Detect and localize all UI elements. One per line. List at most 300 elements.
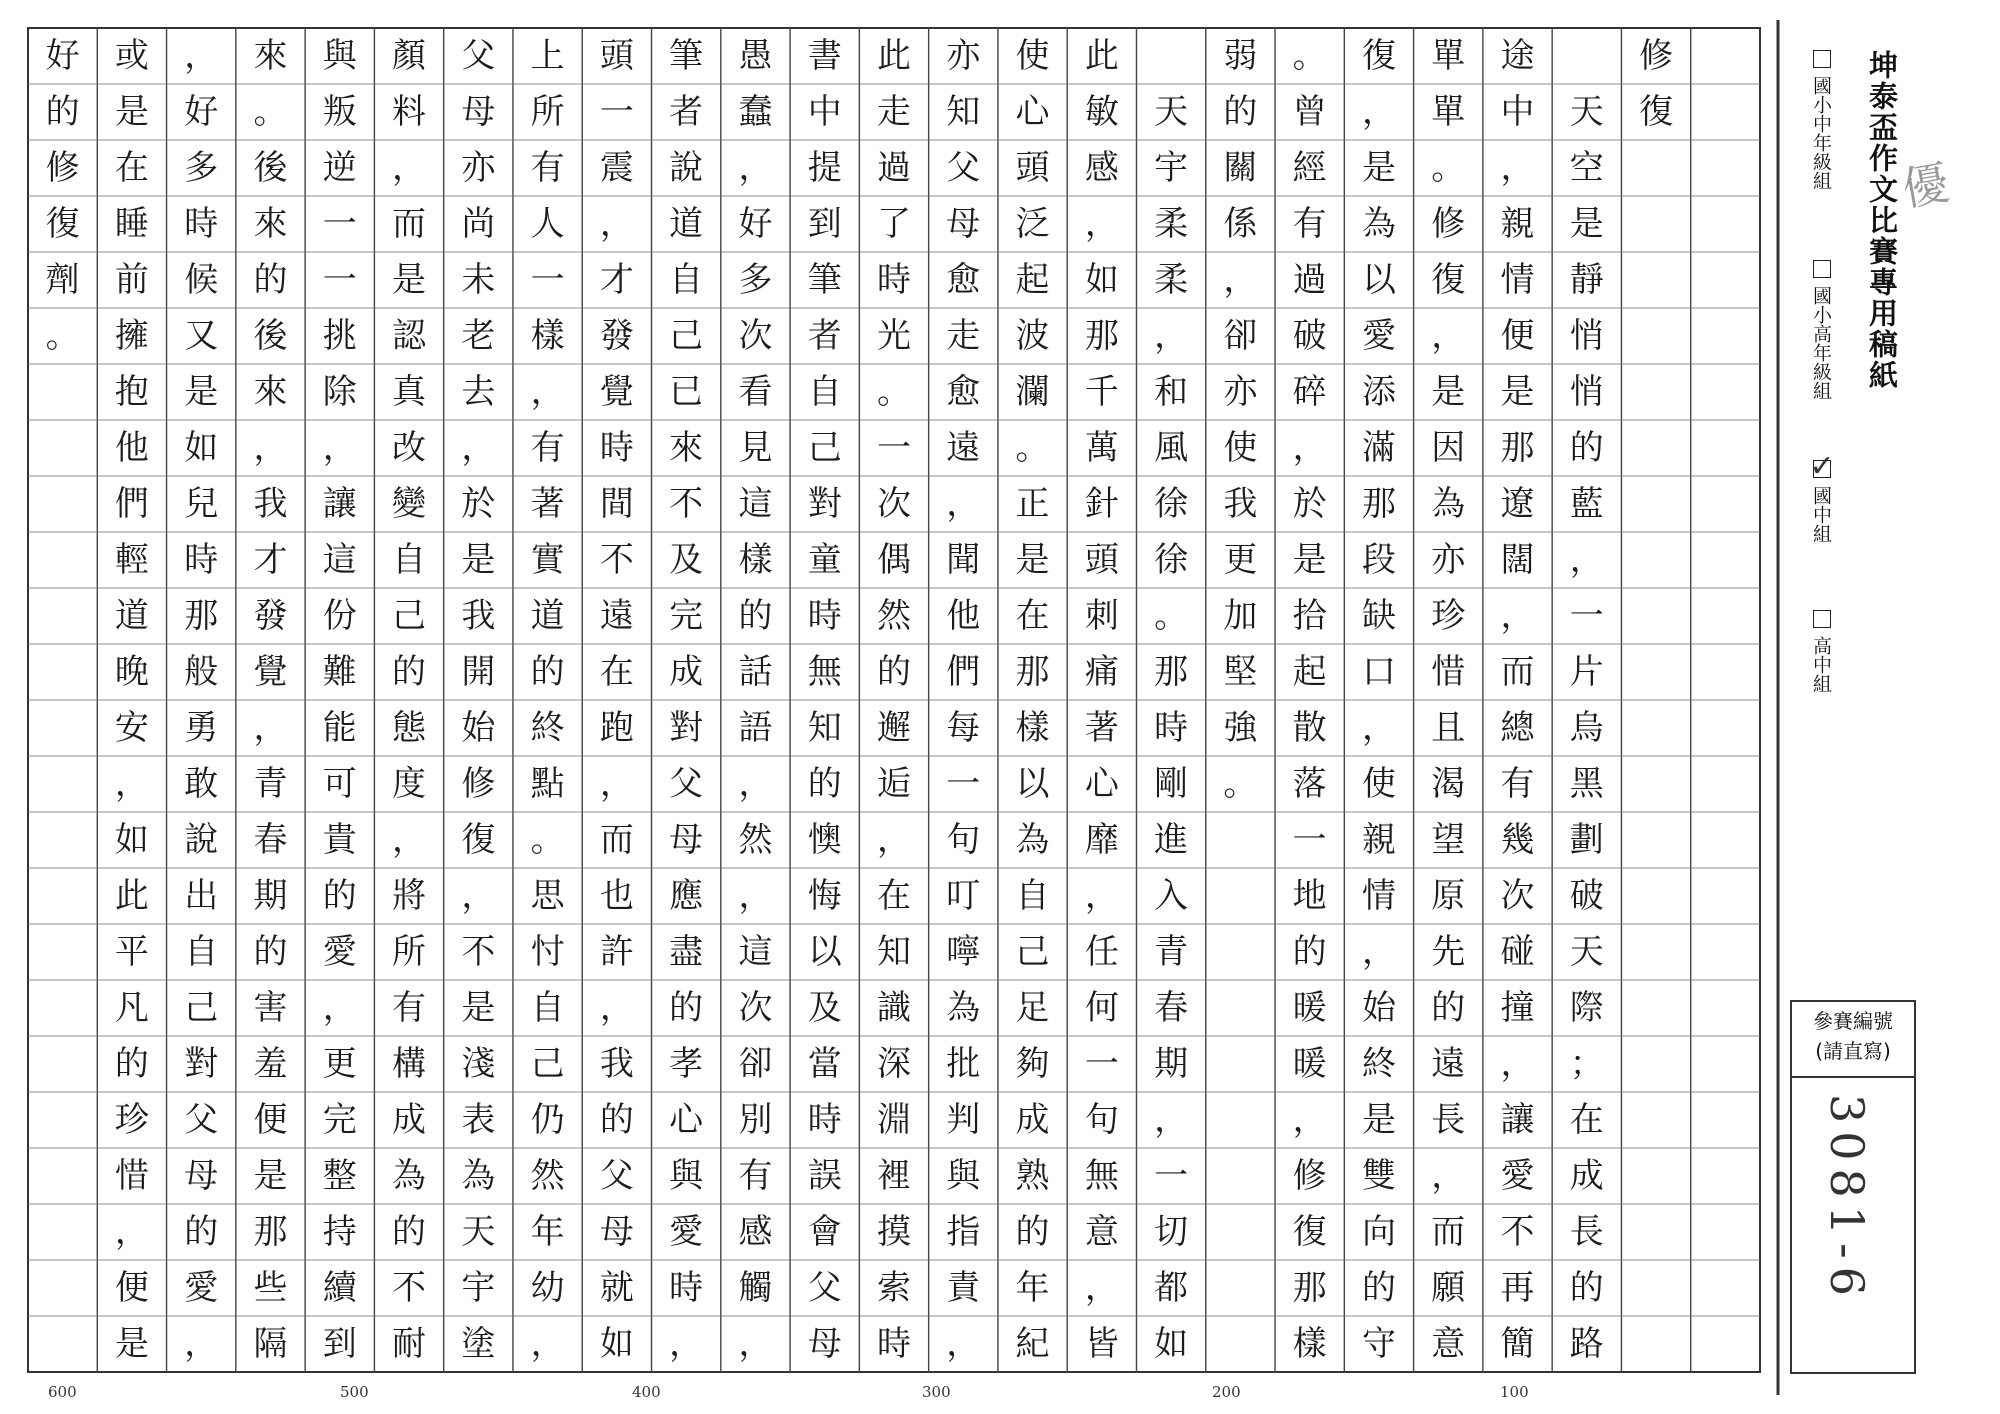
essay-char: 泛 (1015, 204, 1050, 244)
essay-char: 修 (45, 148, 80, 188)
essay-char: 是 (114, 92, 149, 132)
essay-char: 那 (184, 596, 219, 636)
essay-char: 著 (530, 484, 565, 524)
essay-char: 摸 (877, 1212, 911, 1252)
essay-char: 的 (877, 652, 911, 692)
count-label-500: 500 (340, 1383, 369, 1401)
essay-char: 心 (1084, 764, 1119, 804)
essay-char: 是 (1569, 204, 1604, 244)
essay-char: 裡 (877, 1156, 911, 1196)
essay-char: ， (1084, 876, 1119, 916)
essay-char: 一 (599, 92, 634, 132)
option-label: 國小高年級組 (1810, 286, 1832, 400)
essay-char: 暖 (1292, 988, 1327, 1028)
essay-char: ， (184, 1324, 219, 1364)
essay-char: 的 (253, 932, 288, 972)
essay-char: 的 (599, 1100, 634, 1140)
essay-char: 弱 (1223, 36, 1258, 76)
essay-char: 去 (461, 372, 496, 412)
essay-char: 愈 (946, 260, 981, 300)
essay-char: 走 (946, 316, 981, 356)
option-label: 高中組 (1810, 636, 1832, 693)
essay-char: 的 (530, 652, 565, 692)
essay-char: ， (461, 428, 496, 468)
essay-char: ， (1569, 540, 1604, 580)
essay-char: 卻 (738, 1044, 773, 1084)
entry-number-header (1792, 1002, 1914, 1078)
essay-char: ， (1154, 1100, 1189, 1140)
essay-char: 刺 (1084, 596, 1119, 636)
essay-char: 再 (1500, 1268, 1535, 1308)
checkbox[interactable] (1813, 260, 1831, 278)
essay-char: 覺 (253, 652, 288, 692)
essay-char: 一 (1154, 1156, 1189, 1196)
essay-char: 幼 (530, 1268, 565, 1308)
essay-char: 整 (322, 1156, 357, 1196)
essay-char: 才 (599, 260, 634, 300)
essay-char: 復 (461, 820, 496, 860)
essay-char: 期 (253, 876, 288, 916)
essay-char: 會 (807, 1212, 842, 1252)
essay-char: ， (1361, 92, 1396, 132)
essay-char: 有 (530, 148, 565, 188)
essay-char: 。 (877, 372, 911, 412)
option-junior-high[interactable] (1808, 449, 1835, 543)
essay-char: ， (599, 204, 634, 244)
essay-char: 修 (1639, 36, 1674, 76)
essay-char: ， (530, 1324, 565, 1364)
essay-char: 們 (114, 484, 149, 524)
essay-char: ， (738, 876, 773, 916)
essay-char: 誤 (807, 1156, 842, 1196)
essay-char: 樣 (1015, 708, 1050, 748)
essay-char: 見 (738, 428, 773, 468)
essay-char: 偶 (877, 540, 911, 580)
essay-char: 來 (669, 428, 704, 468)
essay-char: 樣 (738, 540, 773, 580)
essay-char: 長 (1431, 1100, 1466, 1140)
essay-char: 靜 (1569, 260, 1604, 300)
essay-char: 發 (599, 316, 634, 356)
count-label-400: 400 (632, 1383, 661, 1401)
essay-char: 惜 (1431, 652, 1466, 692)
essay-char: 單 (1431, 92, 1466, 132)
option-label: 國中組 (1810, 486, 1832, 543)
essay-char: 更 (1223, 540, 1258, 580)
essay-char: 以 (807, 932, 842, 972)
essay-char: 到 (322, 1324, 357, 1364)
essay-char: 走 (877, 92, 911, 132)
essay-char: 父 (461, 36, 496, 76)
essay-char: 遠 (599, 596, 634, 636)
essay-char: 那 (1015, 652, 1050, 692)
essay-char: 後 (253, 316, 288, 356)
essay-char: 完 (322, 1100, 357, 1140)
essay-char: 應 (669, 876, 704, 916)
essay-char: 般 (184, 652, 219, 692)
essay-char: 對 (807, 484, 842, 524)
essay-char: 父 (946, 148, 981, 188)
essay-char: 復 (1431, 260, 1466, 300)
essay-char: 這 (738, 484, 773, 524)
essay-char: 指 (946, 1212, 981, 1252)
essay-char: 期 (1154, 1044, 1189, 1084)
essay-char: ， (253, 708, 288, 748)
essay-char: 然 (877, 596, 911, 636)
essay-char: 不 (461, 932, 496, 972)
essay-char: ， (1223, 260, 1258, 300)
essay-char: 烏 (1569, 708, 1604, 748)
essay-char: 然 (530, 1156, 565, 1196)
essay-char: 蠢 (738, 92, 773, 132)
essay-char: 是 (1361, 1100, 1396, 1140)
essay-char: 的 (738, 596, 773, 636)
essay-char: 這 (738, 932, 773, 972)
essay-char: 說 (669, 148, 704, 188)
essay-char: 一 (1084, 1044, 1119, 1084)
essay-char: 徐 (1154, 484, 1189, 524)
essay-char: 又 (184, 316, 219, 356)
essay-char: 如 (1084, 260, 1119, 300)
essay-char: 的 (1015, 1212, 1050, 1252)
essay-char: 切 (1154, 1212, 1189, 1252)
essay-char: 筆 (669, 36, 704, 76)
essay-char: ， (1084, 204, 1119, 244)
essay-char: 愛 (1500, 1156, 1535, 1196)
checkbox[interactable] (1813, 610, 1831, 628)
essay-char: 愛 (184, 1268, 219, 1308)
essay-char: 時 (877, 260, 911, 300)
essay-char: 滿 (1361, 428, 1396, 468)
essay-char: 望 (1431, 820, 1466, 860)
essay-char: ， (1292, 428, 1327, 468)
essay-char: 途 (1500, 36, 1535, 76)
essay-char: 因 (1431, 428, 1466, 468)
essay-char: 別 (738, 1100, 773, 1140)
essay-char: 春 (1154, 988, 1189, 1028)
option-primary-middle[interactable] (1808, 50, 1835, 190)
essay-char: 改 (392, 428, 427, 468)
essay-char: 加 (1223, 596, 1258, 636)
essay-char: 而 (1431, 1212, 1466, 1252)
essay-char: 輕 (114, 540, 149, 580)
essay-char: 的 (322, 876, 357, 916)
essay-char: 敏 (1084, 92, 1119, 132)
essay-char: 知 (877, 932, 911, 972)
essay-char: 一 (530, 260, 565, 300)
option-primary-upper[interactable] (1808, 260, 1835, 400)
essay-char: 剛 (1154, 764, 1189, 804)
essay-char: 的 (253, 260, 288, 300)
essay-char: 是 (461, 988, 496, 1028)
essay-char: ， (877, 820, 911, 860)
form-panel (1790, 40, 1980, 1400)
essay-char: 時 (1154, 708, 1189, 748)
essay-char: 的 (1292, 932, 1327, 972)
essay-char: 句 (946, 820, 981, 860)
essay-char: 與 (946, 1156, 981, 1196)
essay-char: 不 (392, 1268, 427, 1308)
essay-char: 時 (807, 1100, 842, 1140)
essay-char: 於 (461, 484, 496, 524)
essay-char: 安 (114, 708, 149, 748)
count-label-200: 200 (1212, 1383, 1241, 1401)
essay-char: 的 (114, 1044, 149, 1084)
essay-char: 係 (1223, 204, 1258, 244)
essay-char: 的 (45, 92, 80, 132)
essay-char: 們 (946, 652, 981, 692)
essay-char: 遠 (946, 428, 981, 468)
essay-char: 觸 (738, 1268, 773, 1308)
essay-char: 識 (877, 988, 911, 1028)
essay-char: 父 (669, 764, 704, 804)
essay-char: 那 (1500, 428, 1535, 468)
essay-char: 此 (1084, 36, 1119, 76)
essay-char: 親 (1500, 204, 1535, 244)
essay-char: 讓 (322, 484, 357, 524)
essay-char: 劃 (1569, 820, 1604, 860)
essay-char: 萬 (1084, 428, 1119, 468)
essay-char: 睡 (114, 204, 149, 244)
essay-char: 讓 (1500, 1100, 1535, 1140)
checkbox[interactable] (1813, 50, 1831, 68)
essay-char: 渴 (1431, 764, 1466, 804)
essay-char: 進 (1154, 820, 1189, 860)
essay-char: 在 (1015, 596, 1050, 636)
essay-char: 痛 (1084, 652, 1119, 692)
essay-char: 曾 (1292, 92, 1327, 132)
essay-char: 添 (1361, 372, 1396, 412)
essay-char: 心 (1015, 92, 1050, 132)
option-senior-high[interactable] (1808, 610, 1835, 693)
essay-char: 有 (392, 988, 427, 1028)
essay-char: 母 (946, 204, 981, 244)
essay-char: ， (392, 820, 427, 860)
essay-char: 後 (253, 148, 288, 188)
essay-char: 天 (1569, 92, 1604, 132)
essay-char: ， (599, 764, 634, 804)
essay-char: 尚 (461, 204, 496, 244)
essay-char: 多 (738, 260, 773, 300)
essay-char: 復 (1639, 92, 1674, 132)
essay-char: 如 (599, 1324, 634, 1364)
essay-char: 來 (253, 204, 288, 244)
essay-char: 此 (877, 36, 911, 76)
essay-char: 樣 (530, 316, 565, 356)
essay-char: 成 (1569, 1156, 1604, 1196)
essay-char: 願 (1431, 1268, 1466, 1308)
essay-char: 的 (392, 652, 427, 692)
essay-char: 宇 (1154, 148, 1189, 188)
essay-char: 道 (530, 596, 565, 636)
essay-char: 亦 (946, 36, 981, 76)
essay-char: 。 (45, 316, 80, 356)
essay-char: 震 (599, 148, 634, 188)
essay-char: 原 (1431, 876, 1466, 916)
essay-char: 前 (114, 260, 149, 300)
essay-char: 珍 (1431, 596, 1466, 636)
essay-char: 來 (253, 372, 288, 412)
essay-char: 情 (1361, 876, 1396, 916)
essay-char: 長 (1569, 1212, 1604, 1252)
essay-char: 無 (807, 652, 842, 692)
essay-char: 時 (669, 1268, 704, 1308)
essay-char: 淺 (461, 1044, 496, 1084)
essay-char: 是 (1015, 540, 1050, 580)
essay-char: 。 (1431, 148, 1466, 188)
essay-char: 所 (530, 92, 565, 132)
essay-char: 拾 (1292, 596, 1327, 636)
essay-char: 。 (1223, 764, 1258, 804)
essay-char: 羞 (253, 1044, 288, 1084)
form-title: 坤泰盃作文比賽專用稿紙 (1865, 50, 1899, 391)
essay-char: 看 (738, 372, 773, 412)
essay-char: 為 (1361, 204, 1396, 244)
essay-char: 料 (392, 92, 427, 132)
essay-char: 是 (184, 372, 219, 412)
essay-char: 黑 (1569, 764, 1604, 804)
essay-char: 母 (669, 820, 704, 860)
essay-char: 段 (1361, 540, 1396, 580)
grade-mark: 優 (1898, 155, 1953, 217)
essay-char: 持 (322, 1212, 357, 1252)
essay-char: 何 (1084, 988, 1119, 1028)
essay-char: 一 (322, 204, 357, 244)
essay-char: 片 (1569, 652, 1604, 692)
essay-char: 徐 (1154, 540, 1189, 580)
essay-column (1154, 92, 1188, 1364)
essay-char: 總 (1500, 708, 1535, 748)
essay-char: ， (184, 36, 219, 76)
essay-char: 的 (807, 764, 842, 804)
essay-char: 除 (322, 372, 357, 412)
essay-char: 柔 (1154, 260, 1189, 300)
essay-char: 為 (392, 1156, 427, 1196)
essay-char: 如 (184, 428, 219, 468)
essay-char: 惜 (114, 1156, 149, 1196)
essay-char: 那 (1154, 652, 1189, 692)
essay-char: 自 (807, 372, 842, 412)
essay-char: 亦 (1223, 372, 1258, 412)
essay-char: 己 (530, 1044, 565, 1084)
essay-char: 候 (184, 260, 219, 300)
essay-char: 那 (1292, 1268, 1327, 1308)
essay-char: 復 (45, 204, 80, 244)
essay-char: 能 (322, 708, 357, 748)
essay-char: 是 (461, 540, 496, 580)
essay-char: 態 (392, 708, 427, 748)
essay-char: 而 (599, 820, 634, 860)
essay-char: 守 (1361, 1324, 1396, 1364)
essay-char: 夠 (1015, 1044, 1050, 1084)
essay-char: 變 (392, 484, 427, 524)
essay-char: 任 (1084, 932, 1119, 972)
essay-char: 是 (1361, 148, 1396, 188)
essay-char: 在 (1569, 1100, 1604, 1140)
essay-char: 點 (530, 764, 565, 804)
essay-char: 兒 (184, 484, 219, 524)
essay-char: 將 (392, 876, 427, 916)
essay-char: 有 (530, 428, 565, 468)
essay-char: 知 (807, 708, 842, 748)
essay-char: 為 (461, 1156, 496, 1196)
essay-char: 使 (1361, 764, 1396, 804)
essay-char: 話 (738, 652, 773, 692)
essay-char: 碰 (1500, 932, 1535, 972)
essay-char: 的 (1361, 1268, 1396, 1308)
essay-char: 是 (1500, 372, 1535, 412)
essay-char: 已 (669, 372, 704, 412)
essay-char: 自 (1015, 876, 1050, 916)
essay-char: ， (738, 764, 773, 804)
essay-char: ， (1084, 1268, 1119, 1308)
essay-char: 間 (599, 484, 634, 524)
essay-char: 便 (1500, 316, 1535, 356)
essay-char: ， (530, 372, 565, 412)
essay-char: ， (669, 1324, 704, 1364)
essay-char: 母 (599, 1212, 634, 1252)
essay-char: 劑 (45, 260, 80, 300)
essay-char: 。 (530, 820, 565, 860)
essay-char: 是 (1431, 372, 1466, 412)
essay-char: 青 (1154, 932, 1189, 972)
essay-char: 可 (322, 764, 357, 804)
essay-char: 懊 (807, 820, 842, 860)
essay-char: 堅 (1223, 652, 1258, 692)
essay-char: 敢 (184, 764, 219, 804)
essay-char: 我 (461, 596, 496, 636)
essay-char: 時 (807, 596, 842, 636)
checkbox-checked[interactable] (1809, 449, 1835, 484)
essay-char: 自 (530, 988, 565, 1028)
essay-char: 和 (1154, 372, 1189, 412)
essay-char: 父 (807, 1268, 842, 1308)
essay-char: 為 (1015, 820, 1050, 860)
essay-char: 表 (461, 1100, 496, 1140)
essay-char: 破 (1569, 876, 1604, 916)
essay-char: 際 (1569, 988, 1604, 1028)
essay-char: 是 (114, 1324, 149, 1364)
essay-char: 過 (1292, 260, 1327, 300)
essay-char: 時 (877, 1324, 911, 1364)
essay-char: 便 (114, 1268, 149, 1308)
essay-char: 開 (461, 652, 496, 692)
essay-char: 的 (1569, 1268, 1604, 1308)
essay-char: 宇 (461, 1268, 496, 1308)
essay-char: 先 (1431, 932, 1466, 972)
essay-char: 千 (1084, 372, 1119, 412)
essay-char: 成 (669, 652, 704, 692)
essay-char: 愈 (946, 372, 981, 412)
essay-char: 關 (1223, 148, 1258, 188)
essay-char: 親 (1361, 820, 1396, 860)
essay-char: 且 (1431, 708, 1466, 748)
essay-char: 在 (114, 148, 149, 188)
essay-char: 瀾 (1015, 372, 1050, 412)
essay-char: 皆 (1084, 1324, 1119, 1364)
essay-char: 晚 (114, 652, 149, 692)
essay-char: 而 (392, 204, 427, 244)
essay-char: 的 (1569, 428, 1604, 468)
essay-char: 落 (1292, 764, 1327, 804)
essay-char: 聞 (946, 540, 981, 580)
essay-char: 有 (1292, 204, 1327, 244)
essay-char: 的 (1223, 92, 1258, 132)
essay-char: 到 (807, 204, 842, 244)
essay-char: ， (599, 988, 634, 1028)
essay-char: ， (461, 876, 496, 916)
essay-char: 我 (1223, 484, 1258, 524)
